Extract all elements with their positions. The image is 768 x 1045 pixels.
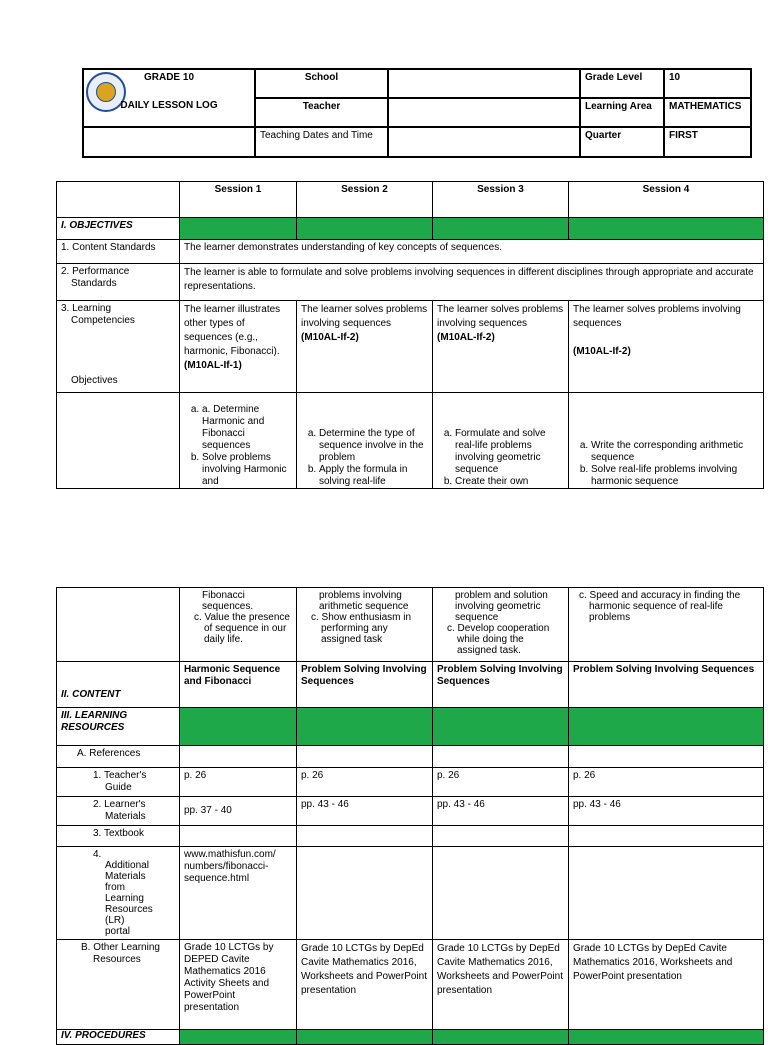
lesson-table-bottom	[56, 587, 764, 1045]
objective-continued-cell	[297, 588, 433, 662]
other-resources-text: Grade 10 LCTGs by DepEd Cavite Mathematics 2016, Worksheets and PowerPoint presentation	[569, 940, 764, 1030]
objective-list	[573, 440, 759, 488]
dates-value	[388, 127, 580, 157]
competency-text: The learner solves problems involving sequences	[437, 304, 564, 329]
lesson-table-top	[56, 181, 764, 489]
additional-materials-value	[433, 847, 569, 940]
empty-cell	[433, 746, 569, 768]
competency-code: (M10AL-If-2)	[437, 332, 495, 343]
teacher-value	[388, 98, 580, 127]
additional-materials-value	[297, 847, 433, 940]
performance-standards-text: The learner is able to formulate and solve problems involving sequences in different disciplines through appropriate and accurate representations.	[180, 264, 764, 301]
additional-materials-link[interactable]: www.mathisfun.com/ numbers/fibonacci- sequence.html	[180, 847, 297, 940]
content-standards-label: 1. Content Standards	[57, 240, 180, 264]
teachers-guide-page: p. 26	[433, 768, 569, 797]
teachers-guide-label: 1. Teacher's Guide	[57, 768, 180, 797]
objectives-continued-label	[57, 588, 180, 662]
competency-cell	[297, 301, 433, 393]
quarter-label: Quarter	[580, 127, 664, 157]
other-resources-text: Grade 10 LCTGs by DEPED Cavite Mathematics 2016 Activity Sheets and PowerPoint presentation	[180, 940, 297, 1030]
header-table	[82, 68, 752, 158]
section-fill	[297, 708, 433, 746]
objective-list-cell	[297, 393, 433, 489]
grade-level-label: Grade Level	[580, 69, 664, 98]
quarter-value: FIRST	[664, 127, 751, 157]
empty-cell	[297, 826, 433, 847]
learning-area-value: MATHEMATICS	[664, 98, 751, 127]
grade-label: GRADE 10	[83, 69, 255, 98]
competency-cell	[569, 301, 764, 393]
school-label: School	[255, 69, 388, 98]
additional-materials-label: 4. Additional Materials from Learning Resources (LR) portal	[57, 847, 180, 940]
competencies-cell	[57, 301, 180, 393]
section-fill	[180, 218, 297, 240]
content-standards-text: The learner demonstrates understanding of key concepts of sequences.	[180, 240, 764, 264]
school-value	[388, 69, 580, 98]
learners-materials-pages: pp. 43 - 46	[569, 797, 764, 826]
empty-cell	[297, 746, 433, 768]
section-fill	[180, 708, 297, 746]
content-topic: Problem Solving Involving Sequences	[297, 662, 433, 708]
section-fill	[569, 708, 764, 746]
section-fill	[297, 218, 433, 240]
objective-item-cont: Fibonacci sequences.	[202, 590, 254, 612]
textbook-label: 3. Textbook	[57, 826, 180, 847]
teacher-label: Teacher	[255, 98, 388, 127]
corner-cell	[57, 182, 180, 218]
references-label: A. References	[57, 746, 180, 768]
other-resources-text: Grade 10 LCTGs by DepEd Cavite Mathematics 2016, Worksheets and PowerPoint presentation	[297, 940, 433, 1030]
objective-list-cell	[433, 393, 569, 489]
competency-code: (M10AL-If-2)	[573, 346, 631, 357]
competencies-label: 3. Learning Competencies	[61, 303, 135, 326]
objective-item: a. Determine the type of sequence involve in the problem	[319, 428, 428, 464]
learners-materials-pages: pp. 43 - 46	[433, 797, 569, 826]
competency-cell	[433, 301, 569, 393]
section-fill	[569, 218, 764, 240]
objective-list-cell	[569, 393, 764, 489]
session-header: Session 4	[569, 182, 764, 218]
competency-code: (M10AL-If-1)	[184, 360, 242, 371]
content-topic: Problem Solving Involving Sequences	[569, 662, 764, 708]
objective-item-cont: problems involving arithmetic sequence	[319, 590, 409, 612]
objective-list	[301, 428, 428, 488]
objective-continued-cell	[180, 588, 297, 662]
learners-materials-pages: pp. 43 - 46	[297, 797, 433, 826]
section-fill	[433, 708, 569, 746]
performance-standards-label: 2. Performance Standards	[57, 264, 180, 301]
objective-item: c. Value the presence of sequence in our daily life.	[194, 612, 290, 645]
teachers-guide-page: p. 26	[180, 768, 297, 797]
section-fill	[569, 1030, 764, 1045]
objective-continued-cell	[433, 588, 569, 662]
objective-item: a. a. Determine Harmonic and Fibonacci sequences	[202, 404, 292, 452]
log-title: DAILY LESSON LOG	[83, 98, 255, 127]
content-topic: Problem Solving Involving Sequences	[433, 662, 569, 708]
empty-cell	[180, 826, 297, 847]
objective-item: c. Develop cooperation while doing the assigned task.	[447, 623, 550, 656]
learners-materials-pages: pp. 37 - 40	[180, 797, 297, 826]
objective-item: c. Speed and accuracy in finding the harmonic sequence of real-life problems	[579, 590, 741, 623]
dates-label: Teaching Dates and Time	[255, 127, 388, 157]
grade-level-value: 10	[664, 69, 751, 98]
objective-continued-cell	[569, 588, 764, 662]
teachers-guide-page: p. 26	[569, 768, 764, 797]
objectives-label-spacer	[57, 393, 180, 489]
section-fill	[433, 1030, 569, 1045]
content-heading: II. CONTENT	[57, 662, 180, 708]
objective-item: b. Apply the formula in solving real-life	[319, 464, 428, 488]
competency-cell	[180, 301, 297, 393]
learners-materials-label: 2. Learner's Materials	[57, 797, 180, 826]
teachers-guide-page: p. 26	[297, 768, 433, 797]
empty-cell	[180, 746, 297, 768]
empty-cell	[569, 746, 764, 768]
objective-item-cont: problem and solution involving geometric sequence	[455, 590, 548, 623]
objectives-label: Objectives	[71, 375, 118, 386]
additional-materials-value	[569, 847, 764, 940]
objective-list-cell	[180, 393, 297, 489]
objectives-heading: I. OBJECTIVES	[57, 218, 180, 240]
resources-heading: III. LEARNING RESOURCES	[57, 708, 180, 746]
objective-item: c. Show enthusiasm in performing any assigned task	[311, 612, 412, 645]
empty-cell	[433, 826, 569, 847]
objective-item: b. Create their own	[455, 476, 564, 488]
session-header: Session 2	[297, 182, 433, 218]
competency-text: The learner solves problems involving sequences	[301, 304, 428, 329]
competency-code: (M10AL-If-2)	[301, 332, 359, 343]
learning-area-label: Learning Area	[580, 98, 664, 127]
objective-item: a. Write the corresponding arithmetic sequence	[591, 440, 759, 464]
objective-list	[184, 404, 292, 488]
objective-list	[437, 428, 564, 488]
section-fill	[297, 1030, 433, 1045]
other-resources-text: Grade 10 LCTGs by DepEd Cavite Mathematics 2016, Worksheets and PowerPoint presentation	[433, 940, 569, 1030]
other-resources-label: B. Other Learning Resources	[57, 940, 180, 1030]
header-blank	[83, 127, 255, 157]
competency-text: The learner illustrates other types of sequences (e.g., harmonic, Fibonacci).	[184, 304, 281, 357]
competency-text: The learner solves problems involving sequences	[573, 304, 741, 329]
section-fill	[433, 218, 569, 240]
objective-item: a. Formulate and solve real-life problems involving geometric sequence	[455, 428, 564, 476]
session-header: Session 1	[180, 182, 297, 218]
procedures-heading: IV. PROCEDURES	[57, 1030, 180, 1045]
empty-cell	[569, 826, 764, 847]
objective-item: b. Solve problems involving Harmonic and	[202, 452, 292, 488]
objective-item: b. Solve real-life problems involving harmonic sequence	[591, 464, 759, 488]
content-topic: Harmonic Sequence and Fibonacci	[180, 662, 297, 708]
session-header: Session 3	[433, 182, 569, 218]
section-fill	[180, 1030, 297, 1045]
